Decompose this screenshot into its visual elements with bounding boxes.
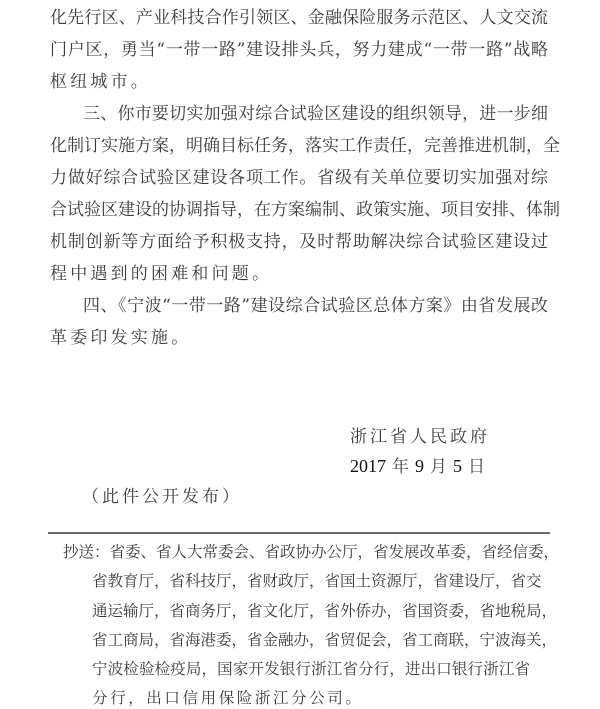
cc-line: 通运输厅，省商务厅，省文化厅，省外侨办，省国资委，省地税局， [92, 602, 558, 620]
paragraph-three-start: 三、你市要切实加强对综合试验区建设的组织领导，进一步细 [83, 104, 548, 124]
cc-divider [48, 532, 550, 534]
body-line: 枢纽城市。 [50, 72, 151, 92]
date-day: 5 [453, 456, 462, 476]
date-year: 2017 [350, 456, 386, 476]
body-line: 革委印发实施。 [50, 328, 192, 348]
publication-note: （此件公开发布） [82, 487, 242, 507]
date-month-unit: 月 [430, 457, 447, 477]
cc-line: 宁波检验检疫局，国家开发银行浙江省分行，进出口银行浙江省 [92, 660, 530, 678]
date-day-unit: 日 [468, 457, 485, 477]
cc-line: 分行，出口信用保险浙江分公司。 [92, 689, 364, 707]
body-line: 合试验区建设的协调指导，在方案编制、政策实施、项目安排、体制 [50, 200, 560, 220]
cc-line: 抄送：省委、省人大常委会、省政协办公厅，省发展改革委，省经信委， [63, 543, 560, 561]
cc-line: 省教育厅，省科技厅，省财政厅，省国土资源厅，省建设厅，省交 [92, 572, 542, 590]
paragraph-four-start: 四、《宁波“一带一路”建设综合试验区总体方案》由省发展改 [83, 296, 548, 316]
body-line: 机制创新等方面给予积极支持，及时帮助解决综合试验区建设过 [50, 232, 548, 252]
body-line: 门户区，勇当“一带一路”建设排头兵，努力建成“一带一路”战略 [50, 40, 548, 60]
issuer-signature: 浙江省人民政府 [350, 427, 490, 447]
date-month: 9 [415, 456, 424, 476]
date-year-unit: 年 [392, 457, 409, 477]
body-line: 化先行区、产业科技合作引领区、金融保险服务示范区、人文交流 [50, 8, 548, 28]
body-line: 力做好综合试验区建设各项工作。省级有关单位要切实加强对综 [50, 168, 548, 188]
cc-line: 省工商局，省海港委，省金融办，省贸促会，省工商联，宁波海关， [92, 631, 558, 649]
body-line: 程中遇到的困难和问题。 [50, 264, 273, 284]
body-line: 化制订实施方案，明确目标任务，落实工作责任，完善推进机制，全 [50, 136, 560, 156]
issue-date [350, 454, 491, 479]
